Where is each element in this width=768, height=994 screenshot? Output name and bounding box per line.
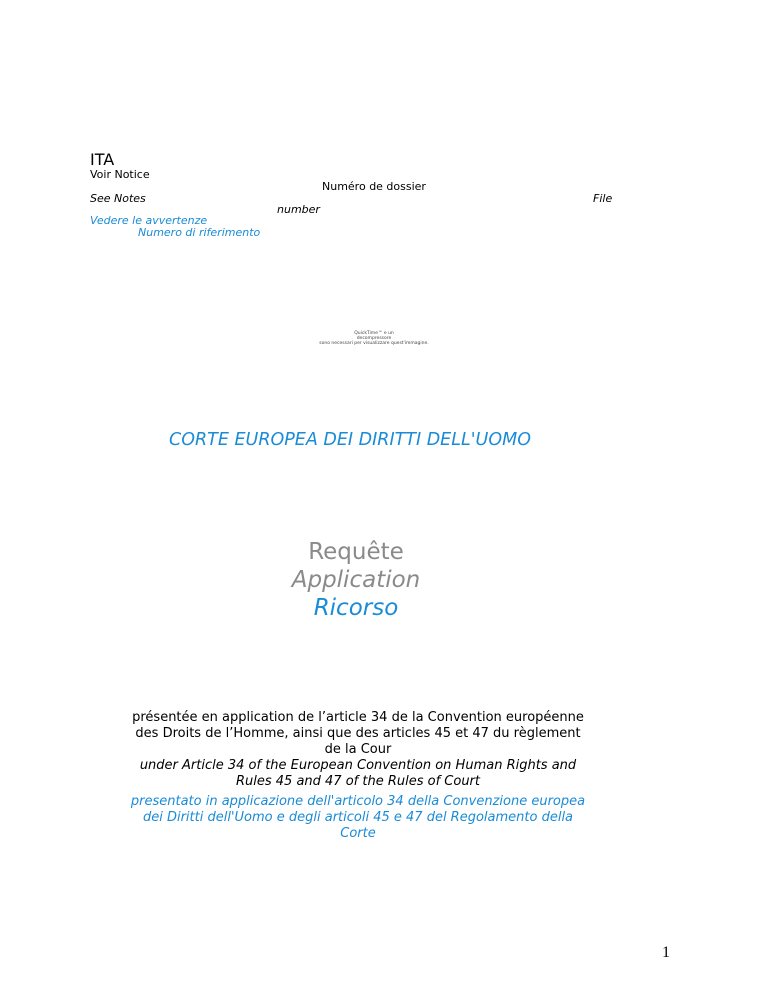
file-label: File bbox=[593, 192, 613, 205]
vedere-avvertenze-label: Vedere le avvertenze bbox=[90, 214, 208, 227]
numero-riferimento-label: Numero di riferimento bbox=[138, 226, 261, 239]
title-it: Ricorso bbox=[313, 595, 399, 621]
number-label: number bbox=[277, 203, 320, 216]
numero-dossier-label: Numéro de dossier bbox=[322, 180, 426, 193]
language-code: ITA bbox=[90, 150, 115, 169]
quicktime-line-1: QuickTime™ e un bbox=[354, 331, 394, 336]
quicktime-placeholder bbox=[313, 331, 435, 346]
voir-notice-label: Voir Notice bbox=[90, 168, 150, 181]
document-titles bbox=[0, 538, 712, 622]
title-fr: Requête bbox=[308, 539, 404, 565]
see-notes-label: See Notes bbox=[90, 192, 146, 205]
quicktime-line-2: decompressore bbox=[356, 336, 392, 341]
paragraph-it: presentato in applicazione dell'articolo 34 della Convenzione europea dei Diritti dell'Uomo e degli articoli 45 e 47 del Regolamento della Corte bbox=[130, 794, 586, 841]
court-name: CORTE EUROPEA DEI DIRITTI DELL'UOMO bbox=[168, 430, 532, 450]
quicktime-line-3: sono necessari per visualizzare quest'immagine. bbox=[319, 341, 429, 346]
paragraph-en: under Article 34 of the European Convention on Human Rights and Rules 45 and 47 of the Rules of Court bbox=[139, 758, 577, 789]
paragraph-fr: présentée en application de l’article 34 de la Convention européenne des Droits de l’Homme, ainsi que des articles 45 et 47 du règlement de la Cour bbox=[132, 710, 584, 757]
title-en: Application bbox=[291, 567, 421, 593]
page-number: 1 bbox=[662, 944, 670, 961]
